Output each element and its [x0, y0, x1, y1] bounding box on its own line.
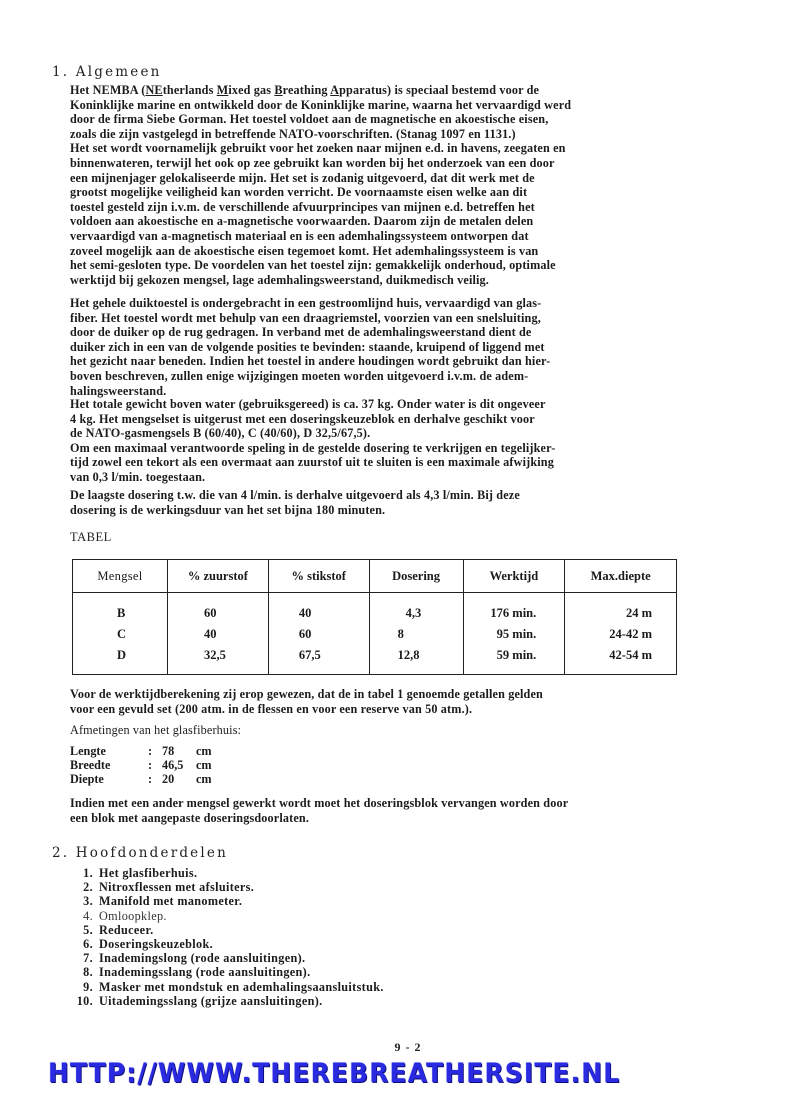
cell-mengsel: C [73, 624, 168, 645]
cell-max-diepte: 24 m [565, 593, 677, 625]
list-item-text: Masker met mondstuk en ademhalingsaansluitstuk. [99, 979, 384, 994]
text-line: halingsweerstand. [70, 383, 167, 398]
list-item [72, 980, 384, 994]
cell-max-diepte: 42-54 m [565, 645, 677, 675]
text-line [70, 83, 670, 98]
housing-paragraph [70, 296, 670, 398]
list-item-text: Uitademingsslang (grijze aansluitingen). [99, 993, 323, 1008]
cell-mengsel: D [73, 645, 168, 675]
text-run: reathing [282, 83, 331, 97]
cell-dosering: 4,3 [369, 593, 463, 625]
text-line: tijd zowel een tekort als een overmaat aan zuurstof uit te sluiten is een maximale afwijking [70, 455, 554, 470]
list-item [72, 937, 384, 951]
text-line: Het totale gewicht boven water (gebruiksgereed) is ca. 37 kg. Onder water is dit ongeveer [70, 397, 546, 411]
list-item [72, 994, 384, 1008]
text-run: toestel gesteld zijn i.v.m. de verschillende afvuurprincipes van mijnen e.d. betreffen het [70, 199, 535, 214]
list-item-text: Inademingsslang (rode aansluitingen). [99, 965, 311, 980]
text-line: voor een gevuld set (200 atm. in de flessen en voor een reserve van 50 atm.). [70, 701, 473, 716]
list-item-number: 1. [83, 866, 93, 880]
list-item [72, 894, 384, 908]
text-line: het gezicht naar beneden. Indien het toestel in andere houdingen wordt gebruikt dan hier- [70, 354, 551, 369]
cell-werktijd: 59 min. [463, 645, 565, 675]
list-item-text: Het glasfiberhuis. [99, 866, 198, 880]
list-item-number: 5. [83, 922, 93, 937]
acronym-letter: NE [145, 83, 163, 97]
list-item [72, 965, 384, 979]
text-run: ixed gas [228, 83, 275, 97]
dimensions-list [70, 744, 212, 787]
cell-dosering: 12,8 [369, 645, 463, 675]
cell-zuurstof: 60 [167, 593, 268, 625]
text-run: grootst mogelijke veiligheid kan worden verricht. De voornaamste eisen welke aan dit [70, 185, 528, 200]
text-run: pparatus) is speciaal bestemd voor de [339, 83, 540, 97]
dimension-value: 20 [162, 772, 175, 787]
text-line [70, 112, 670, 127]
text-run: zoals die zijn vastgelegd in betreffende NATO-voorschriften. (Stanag 1097 en 1131.) [70, 126, 516, 141]
cell-stikstof: 67,5 [268, 645, 369, 675]
list-item-number: 9. [83, 979, 93, 994]
text-line [70, 141, 670, 156]
text-run: het semi-gesloten type. De voordelen van het toestel zijn: gemakkelijk onderhoud, optimale [70, 258, 556, 273]
list-item [72, 880, 384, 894]
table-label: TABEL [70, 530, 112, 544]
acronym-letter: M [216, 83, 229, 97]
text-run: vervaardigd van a-magnetisch materiaal en is een ademhalingssysteem ontworpen dat [70, 228, 529, 243]
text-line: de NATO-gasmengsels B (60/40), C (40/60), D 32,5/67,5). [70, 426, 371, 441]
dimension-separator: : [148, 744, 153, 758]
dimension-value: 78 [162, 744, 175, 758]
list-item [72, 951, 384, 965]
text-run: werktijd bij gekozen mengsel, lage ademhalingsweerstand, duikmedisch veilig. [70, 272, 490, 287]
list-item-number: 6. [83, 937, 93, 952]
section-heading-algemeen: 1. Algemeen [52, 64, 162, 80]
intro-paragraph [70, 83, 670, 287]
list-item-number: 2. [83, 880, 93, 895]
list-item-number: 7. [83, 951, 93, 966]
text-run: Koninklijke marine en ontwikkeld door de Koninklijke marine, waarna het vervaardigd werd [70, 97, 572, 112]
header-stikstof: % stikstof [268, 560, 369, 593]
text-line: 4 kg. Het mengselset is uitgerust met een doseringskeuzeblok en derhalve geschikt voor [70, 411, 535, 426]
cell-werktijd: 95 min. [463, 624, 565, 645]
text-line: fiber. Het toestel wordt met behulp van een draagriemstel, voorzien van een snelsluiting, [70, 310, 541, 325]
list-item [72, 866, 384, 880]
text-line [70, 200, 670, 215]
list-item-text: Inademingslong (rode aansluitingen). [99, 951, 306, 966]
dosage-paragraph [70, 488, 670, 517]
list-item-text: Doseringskeuzeblok. [99, 937, 213, 952]
text-line: van 0,3 l/min. toegestaan. [70, 469, 206, 484]
cell-dosering: 8 [369, 624, 463, 645]
cell-stikstof: 40 [268, 593, 369, 625]
dimension-separator: : [148, 772, 153, 787]
text-line: Voor de werktijdberekening zij erop gewezen, dat de in tabel 1 genoemde getallen gelden [70, 687, 543, 701]
dimension-unit: cm [196, 758, 212, 773]
text-line [70, 273, 670, 288]
header-zuurstof: % zuurstof [167, 560, 268, 593]
list-item-number: 3. [83, 894, 93, 909]
dimension-row [70, 772, 212, 786]
dimension-separator: : [148, 758, 153, 773]
text-line [70, 98, 670, 113]
list-item-text: Manifold met manometer. [99, 894, 243, 909]
dimension-row [70, 758, 212, 772]
text-run: binnenwateren, terwijl het ook op zee gebruikt kan worden bij het onderzoek van een door [70, 155, 555, 170]
text-line: dosering is de werkingsduur van het set bijna 180 minuten. [70, 502, 386, 517]
dimension-unit: cm [196, 744, 212, 758]
cell-max-diepte: 24-42 m [565, 624, 677, 645]
page-number: 9 - 2 [394, 1040, 422, 1054]
text-run: voldoen aan akoestische en a-magnetische voorwaarden. Daarom zijn de metalen delen [70, 214, 534, 229]
cell-mengsel: B [73, 593, 168, 625]
header-werktijd: Werktijd [463, 560, 565, 593]
other-mix-paragraph [70, 796, 670, 825]
list-item-text: Omloopklep. [99, 908, 167, 923]
section-heading-hoofdonderdelen: 2. Hoofdonderdelen [52, 845, 228, 861]
text-line: door de duiker op de rug gedragen. In verband met de ademhalingsweerstand dient de [70, 325, 532, 340]
text-run: therlands [162, 83, 217, 97]
text-line [70, 258, 670, 273]
text-line [70, 185, 670, 200]
list-item-text: Nitroxflessen met afsluiters. [99, 880, 255, 895]
text-line: duiker zich in een van de volgende posities te bevinden: staande, kruipend of liggend met [70, 339, 545, 354]
cell-zuurstof: 32,5 [167, 645, 268, 675]
dimension-row [70, 744, 212, 758]
gas-mix-table [72, 559, 677, 675]
text-line [70, 244, 670, 259]
table-row [73, 645, 677, 675]
main-parts-list [72, 866, 384, 1008]
text-line: Het gehele duiktoestel is ondergebracht in een gestroomlijnd huis, vervaardigd van glas- [70, 296, 542, 310]
dimension-value: 46,5 [162, 758, 184, 773]
text-run: door de firma Siebe Gorman. Het toestel voldoet aan de magnetische en akoestische eisen, [70, 112, 549, 127]
list-item-number: 8. [83, 965, 93, 980]
text-run: een mijnenjager gelokaliseerde mijn. Het set is zodanig uitgevoerd, dat dit werk met de [70, 170, 535, 185]
text-line [70, 171, 670, 186]
weight-paragraph [70, 397, 670, 485]
dimensions-intro-text: Afmetingen van het glasfiberhuis: [70, 723, 242, 737]
text-line: Indien met een ander mengsel gewerkt wordt moet het doseringsblok vervangen worden door [70, 796, 569, 810]
table-row [73, 624, 677, 645]
text-line: boven beschreven, zullen enige wijzigingen moeten worden uitgevoerd i.v.m. de adem- [70, 368, 529, 383]
list-item-text: Reduceer. [99, 922, 154, 937]
dimension-label: Lengte [70, 744, 106, 758]
header-dosering: Dosering [369, 560, 463, 593]
table-row [73, 593, 677, 625]
dimensions-intro [70, 723, 670, 738]
text-line [70, 214, 670, 229]
list-item-number: 4. [83, 908, 93, 923]
list-item [72, 909, 384, 923]
text-run: Het NEMBA ( [70, 83, 146, 97]
dimension-label: Diepte [70, 772, 104, 787]
table-header-row [73, 560, 677, 593]
acronym-letter: A [330, 83, 340, 97]
dimension-unit: cm [196, 772, 212, 787]
website-link[interactable]: HTTP://WWW.THEREBREATHERSITE.NL [48, 1058, 621, 1089]
text-line: een blok met aangepaste doseringsdoorlaten. [70, 810, 310, 825]
acronym-letter: B [274, 83, 283, 97]
text-run: zoveel mogelijk aan de akoestische eisen tegemoet komt. Het ademhalingssysteem is van [70, 243, 539, 258]
cell-werktijd: 176 min. [463, 593, 565, 625]
list-item [72, 923, 384, 937]
cell-zuurstof: 40 [167, 624, 268, 645]
dimension-label: Breedte [70, 758, 111, 773]
text-line [70, 156, 670, 171]
header-mengsel: Mengsel [73, 560, 168, 593]
cell-stikstof: 60 [268, 624, 369, 645]
list-item-number: 10. [76, 993, 93, 1008]
text-line [70, 127, 670, 142]
text-line: Om een maximaal verantwoorde speling in de gestelde dosering te verkrijgen en tegelijker- [70, 440, 556, 455]
header-max-diepte: Max.diepte [565, 560, 677, 593]
text-line [70, 229, 670, 244]
worktime-paragraph [70, 687, 670, 716]
text-line: De laagste dosering t.w. die van 4 l/min. is derhalve uitgevoerd als 4,3 l/min. Bij deze [70, 488, 520, 502]
text-run: Het set wordt voornamelijk gebruikt voor het zoeken naar mijnen e.d. in havens, zeegaten en [70, 141, 566, 156]
